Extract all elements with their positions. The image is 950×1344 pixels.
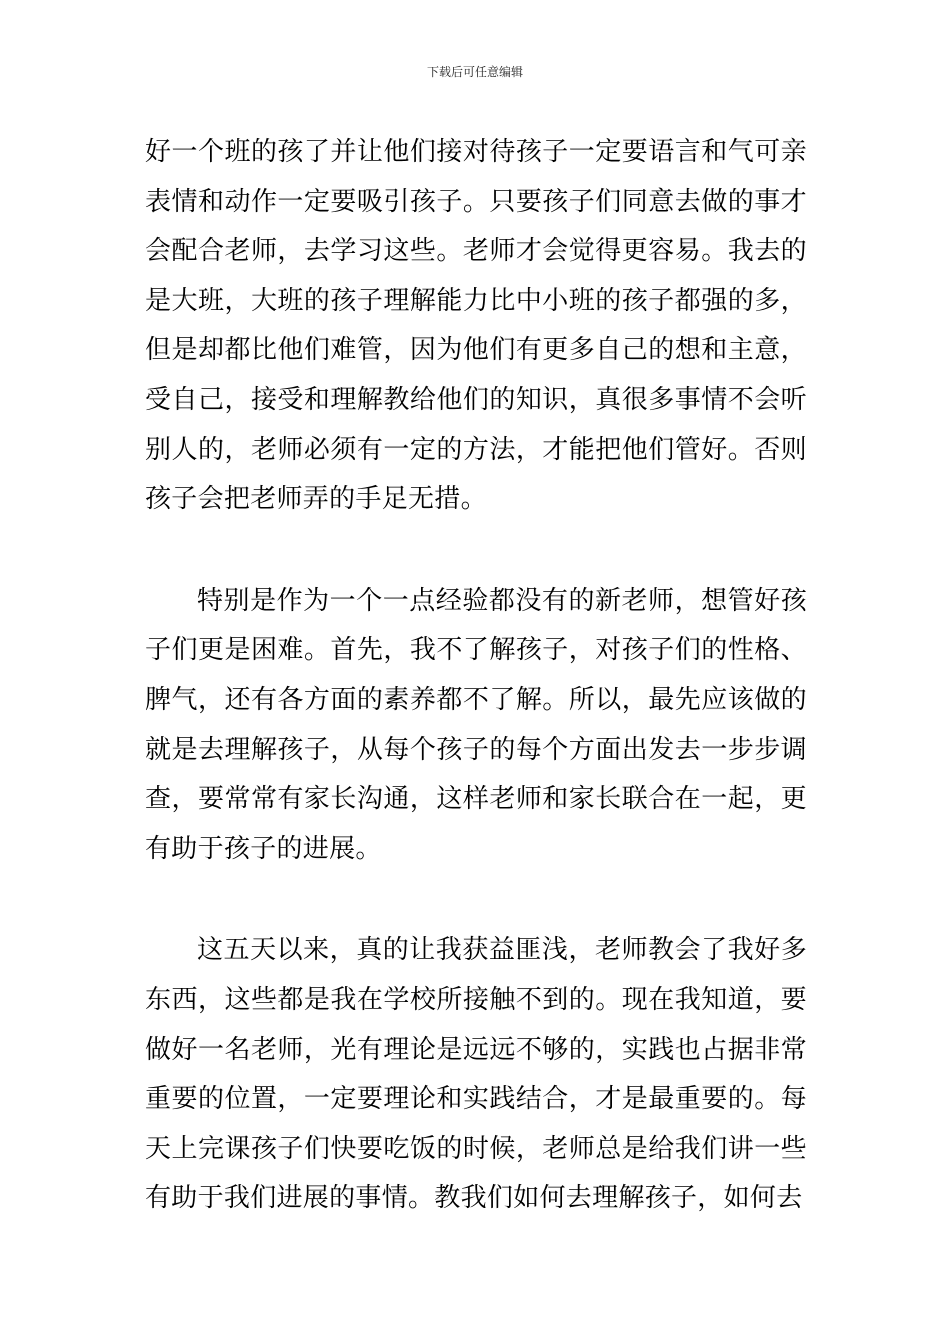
paragraph-spacer [145, 525, 807, 577]
paragraph-spacer [145, 874, 807, 926]
document-body [145, 128, 807, 1224]
paragraph-1: 好一个班的孩了并让他们接对待孩子一定要语言和气可亲表情和动作一定要吸引孩子。只要孩子们同意去做的事才会配合老师，去学习这些。老师才会觉得更容易。我去的是大班，大班的孩子理解能力比中小班的孩子都强的多，但是却都比他们难管，因为他们有更多自己的想和主意，受自己，接受和理解教给他们的知识，真很多事情不会听别人的，老师必须有一定的方法，才能把他们管好。否则孩子会把老师弄的手足无措。 [145, 137, 807, 515]
paragraph-2: 特别是作为一个一点经验都没有的新老师，想管好孩子们更是困难。首先，我不了解孩子，对孩子们的性格、脾气，还有各方面的素养都不了解。所以，最先应该做的就是去理解孩子，从每个孩子的每个方面出发去一步步调查，要常常有家长沟通，这样老师和家长联合在一起，更有助于孩子的进展。 [145, 585, 807, 864]
page-header: 下载后可任意编辑 [426, 65, 523, 79]
paragraph-3: 这五天以来，真的让我获益匪浅，老师教会了我好多东西，这些都是我在学校所接触不到的。现在我知道，要做好一名老师，光有理论是远远不够的，实践也占据非常重要的位置，一定要理论和实践结合，才是最重要的。每天上完课孩子们快要吃饭的时候，老师总是给我们讲一些有助于我们进展的事情。教我们如何去理解孩子，如何去 [145, 935, 807, 1214]
